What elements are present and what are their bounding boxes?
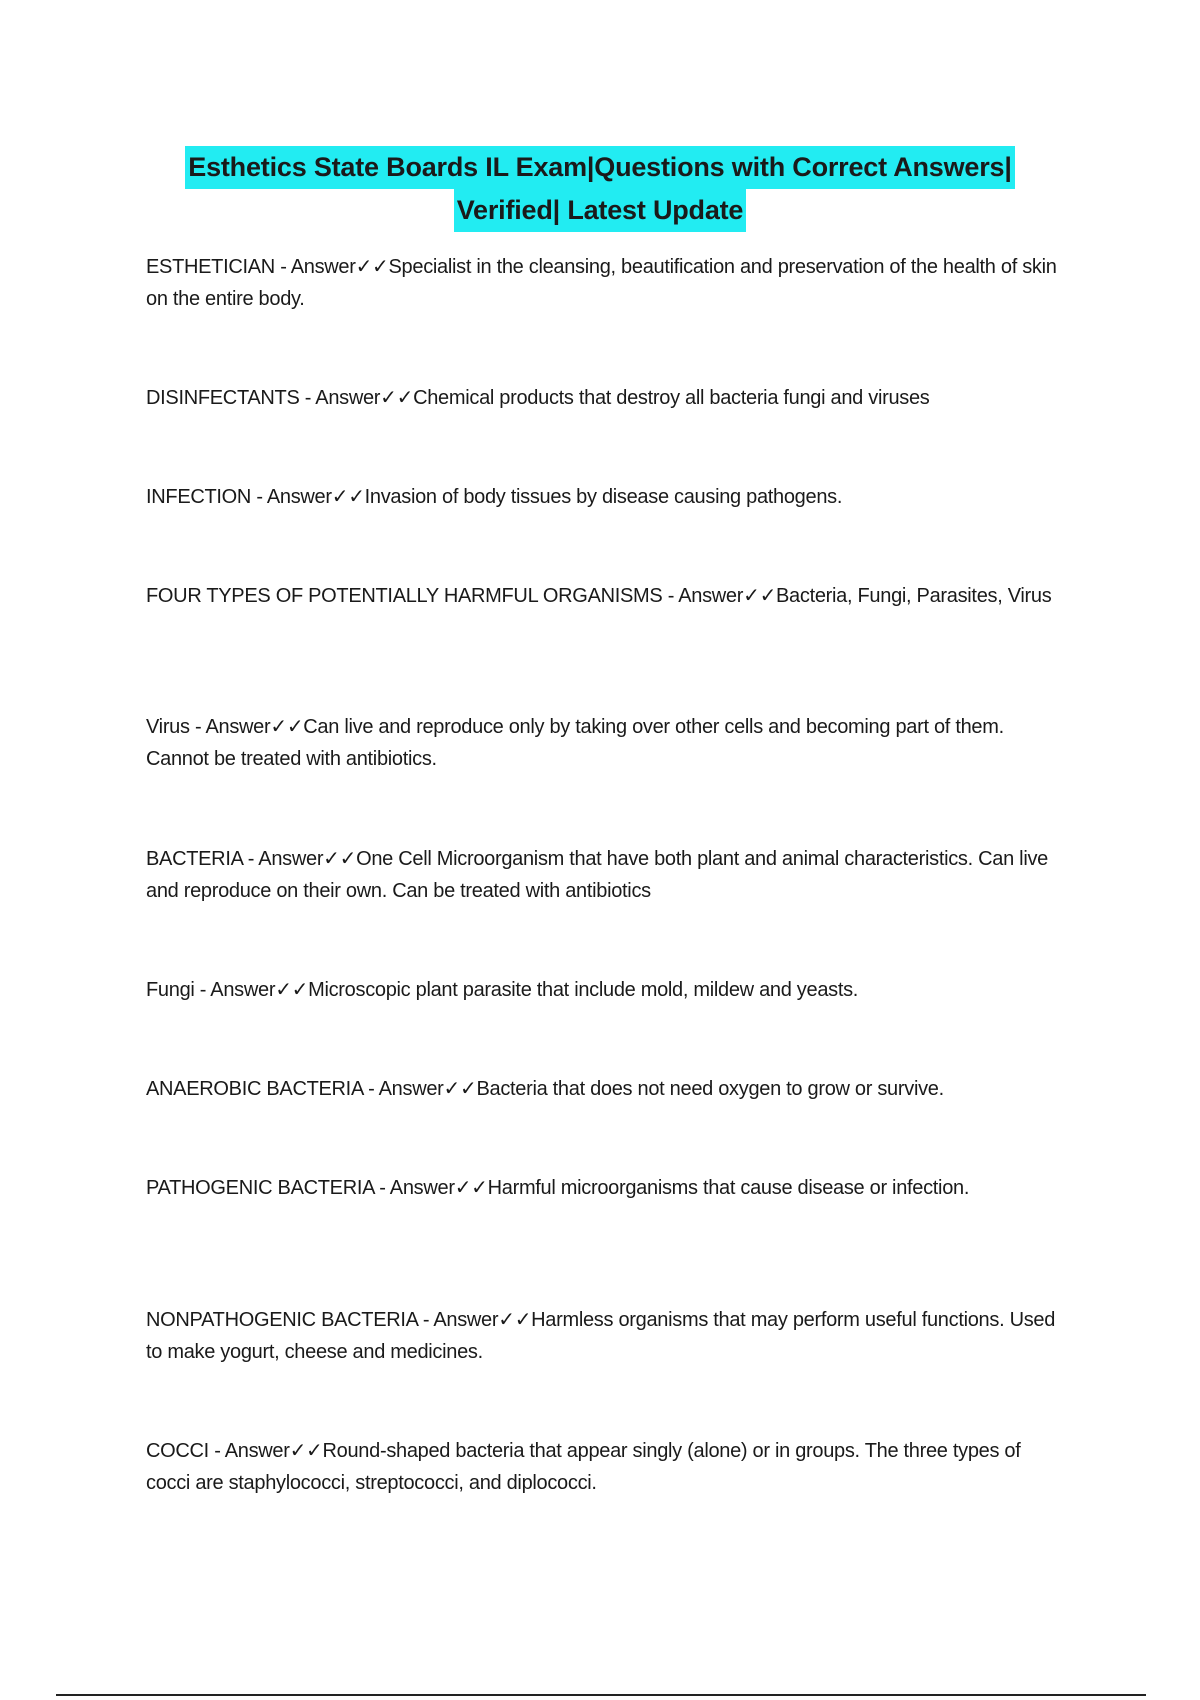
qa-entry-fungi: Fungi - Answer✓✓Microscopic plant parasite that include mold, mildew and yeasts. — [146, 979, 859, 1001]
qa-entry-cocci: COCCI - Answer✓✓Round-shaped bacteria that appear singly (alone) or in groups. The three types of cocci are staphylococci, streptococci, and diplococci. — [146, 1440, 1021, 1494]
qa-entry-nonpathogenic-bacteria: NONPATHOGENIC BACTERIA - Answer✓✓Harmless organisms that may perform useful functions. Used to make yogurt, cheese and medicines. — [146, 1309, 1056, 1363]
footer-divider — [56, 1694, 1146, 1696]
qa-entry-esthetician: ESTHETICIAN - Answer✓✓Specialist in the cleansing, beautification and preservation of the health of skin on the entire body. — [146, 256, 1057, 310]
qa-entry-disinfectants: DISINFECTANTS - Answer✓✓Chemical products that destroy all bacteria fungi and viruses — [146, 387, 930, 409]
qa-entry-virus: Virus - Answer✓✓Can live and reproduce only by taking over other cells and becoming part of them. Cannot be treated with antibiotics. — [146, 716, 1004, 770]
page-title — [100, 146, 1100, 232]
qa-entry-harmful-organisms: FOUR TYPES OF POTENTIALLY HARMFUL ORGANISMS - Answer✓✓Bacteria, Fungi, Parasites, Virus — [146, 585, 1052, 607]
qa-entry-anaerobic-bacteria: ANAEROBIC BACTERIA - Answer✓✓Bacteria that does not need oxygen to grow or survive. — [146, 1078, 944, 1100]
qa-entry-pathogenic-bacteria: PATHOGENIC BACTERIA - Answer✓✓Harmful microorganisms that cause disease or infection. — [146, 1177, 970, 1199]
page-title-line-2: Verified| Latest Update — [454, 189, 747, 232]
page-title-line-1: Esthetics State Boards IL Exam|Questions with Correct Answers| — [185, 146, 1014, 189]
qa-entry-bacteria: BACTERIA - Answer✓✓One Cell Microorganism that have both plant and animal characteristics. Can live and reproduce on their own. Can be treated with antibiotics — [146, 848, 1048, 902]
qa-entry-infection: INFECTION - Answer✓✓Invasion of body tissues by disease causing pathogens. — [146, 486, 843, 508]
